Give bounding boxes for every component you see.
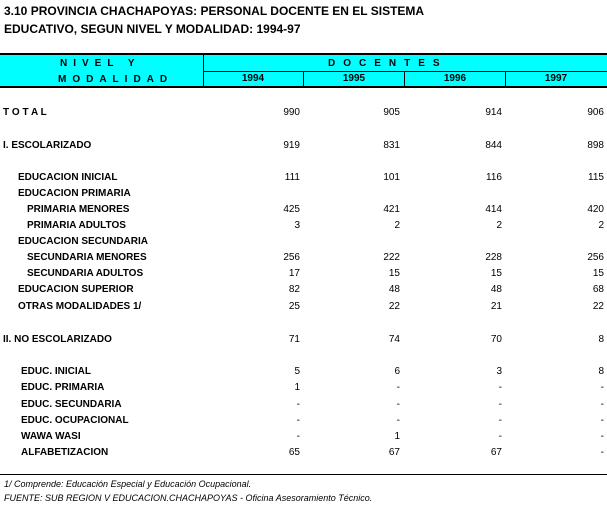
table-row — [0, 268, 607, 284]
table-header — [0, 53, 607, 88]
cell-1995: 1 — [394, 431, 400, 442]
row-label: EDUC. PRIMARIA — [21, 382, 105, 393]
cell-1997: 22 — [592, 301, 604, 312]
row-label: I. ESCOLARIZADO — [3, 140, 92, 151]
cell-1997: 115 — [588, 172, 604, 183]
cell-1994: - — [296, 415, 300, 426]
row-label: II. NO ESCOLARIZADO — [3, 334, 112, 345]
table-bottom-rule — [0, 474, 607, 475]
table-row — [0, 431, 607, 447]
cell-1994: 71 — [288, 334, 300, 345]
cell-1994: 111 — [284, 172, 300, 183]
cell-1997: 2 — [598, 220, 604, 231]
cell-1997: 15 — [592, 268, 604, 279]
cell-1997: 420 — [587, 204, 604, 215]
cell-1996: - — [498, 431, 502, 442]
row-label: ALFABETIZACION — [21, 447, 109, 458]
cell-1997: 8 — [598, 366, 604, 377]
table-title-line1: 3.10 PROVINCIA CHACHAPOYAS: PERSONAL DOCENTE EN EL SISTEMA — [4, 4, 425, 18]
cell-1997: - — [600, 431, 604, 442]
row-label: SECUNDARIA ADULTOS — [27, 268, 144, 279]
table-row — [0, 236, 607, 252]
table-row — [0, 252, 607, 268]
cell-1994: 919 — [283, 140, 300, 151]
cell-1994: 65 — [288, 447, 300, 458]
row-label: WAWA WASI — [21, 431, 81, 442]
table-row — [0, 366, 607, 382]
table-row — [0, 301, 607, 317]
cell-1996: 414 — [485, 204, 502, 215]
cell-1995: 74 — [388, 334, 400, 345]
header-year-1997: 1997 — [544, 73, 568, 84]
header-nivel: NIVEL Y — [60, 58, 141, 69]
row-label: PRIMARIA ADULTOS — [27, 220, 126, 231]
cell-1997: - — [600, 447, 604, 458]
cell-1995: - — [396, 399, 400, 410]
row-label: OTRAS MODALIDADES 1/ — [18, 301, 142, 312]
cell-1995: 2 — [394, 220, 400, 231]
cell-1995: 67 — [388, 447, 400, 458]
cell-1996: 2 — [496, 220, 502, 231]
row-label: PRIMARIA MENORES — [27, 204, 130, 215]
cell-1994: - — [296, 431, 300, 442]
header-year-1995: 1995 — [342, 73, 366, 84]
cell-1995: 421 — [383, 204, 400, 215]
cell-1994: 1 — [294, 382, 300, 393]
row-label: T O T A L — [3, 107, 47, 118]
cell-1994: 256 — [283, 252, 300, 263]
cell-1994: 17 — [288, 268, 300, 279]
cell-1995: 905 — [383, 107, 400, 118]
cell-1995: 6 — [394, 366, 400, 377]
cell-1996: - — [498, 415, 502, 426]
cell-1997: - — [600, 415, 604, 426]
cell-1997: 898 — [587, 140, 604, 151]
cell-1996: 844 — [485, 140, 502, 151]
cell-1995: - — [396, 382, 400, 393]
cell-1994: 425 — [283, 204, 300, 215]
table-row — [0, 284, 607, 300]
cell-1996: 67 — [490, 447, 502, 458]
cell-1994: 990 — [283, 107, 300, 118]
table-row — [0, 204, 607, 220]
row-label: EDUC. INICIAL — [21, 366, 91, 377]
cell-1995: 22 — [388, 301, 400, 312]
row-label: EDUCACION PRIMARIA — [18, 188, 131, 199]
cell-1996: 48 — [490, 284, 502, 295]
cell-1994: 5 — [294, 366, 300, 377]
cell-1996: 15 — [490, 268, 502, 279]
cell-1994: 3 — [294, 220, 300, 231]
cell-1995: 15 — [388, 268, 400, 279]
table-row — [0, 415, 607, 431]
cell-1995: 101 — [383, 172, 400, 183]
cell-1997: 256 — [587, 252, 604, 263]
header-docentes: DOCENTES — [328, 58, 448, 69]
table-row — [0, 140, 607, 156]
table-row — [0, 382, 607, 398]
row-label: EDUCACION INICIAL — [18, 172, 118, 183]
cell-1994: 82 — [288, 284, 300, 295]
table-row — [0, 334, 607, 350]
cell-1997: - — [600, 382, 604, 393]
row-label: SECUNDARIA MENORES — [27, 252, 147, 263]
cell-1995: 48 — [388, 284, 400, 295]
cell-1996: 228 — [485, 252, 502, 263]
row-label: EDUC. OCUPACIONAL — [21, 415, 129, 426]
row-label: EDUC. SECUNDARIA — [21, 399, 122, 410]
cell-1996: 3 — [496, 366, 502, 377]
header-modalidad: MODALIDAD — [58, 74, 174, 85]
cell-1994: 25 — [288, 301, 300, 312]
table-row — [0, 447, 607, 463]
cell-1996: 914 — [485, 107, 502, 118]
cell-1997: 906 — [587, 107, 604, 118]
table-row — [0, 107, 607, 123]
cell-1997: - — [600, 399, 604, 410]
cell-1997: 8 — [598, 334, 604, 345]
cell-1994: - — [296, 399, 300, 410]
row-label: EDUCACION SECUNDARIA — [18, 236, 149, 247]
source-note: FUENTE: SUB REGION V EDUCACION.CHACHAPOYAS - Oficina Asesoramiento Técnico. — [4, 493, 373, 503]
header-year-1996: 1996 — [443, 73, 467, 84]
cell-1996: - — [498, 399, 502, 410]
header-year-1994: 1994 — [241, 73, 265, 84]
cell-1996: - — [498, 382, 502, 393]
table-row — [0, 399, 607, 415]
table-title-line2: EDUCATIVO, SEGUN NIVEL Y MODALIDAD: 1994-97 — [4, 22, 301, 36]
footnote: 1/ Comprende: Educación Especial y Educación Ocupacional. — [4, 479, 252, 489]
table-row — [0, 220, 607, 236]
header-divider — [203, 71, 607, 72]
cell-1996: 70 — [490, 334, 502, 345]
cell-1995: - — [396, 415, 400, 426]
cell-1996: 116 — [486, 172, 502, 183]
cell-1995: 831 — [383, 140, 400, 151]
cell-1995: 222 — [383, 252, 400, 263]
cell-1997: 68 — [592, 284, 604, 295]
row-label: EDUCACION SUPERIOR — [18, 284, 134, 295]
table-row — [0, 188, 607, 204]
table-row — [0, 172, 607, 188]
cell-1996: 21 — [490, 301, 502, 312]
